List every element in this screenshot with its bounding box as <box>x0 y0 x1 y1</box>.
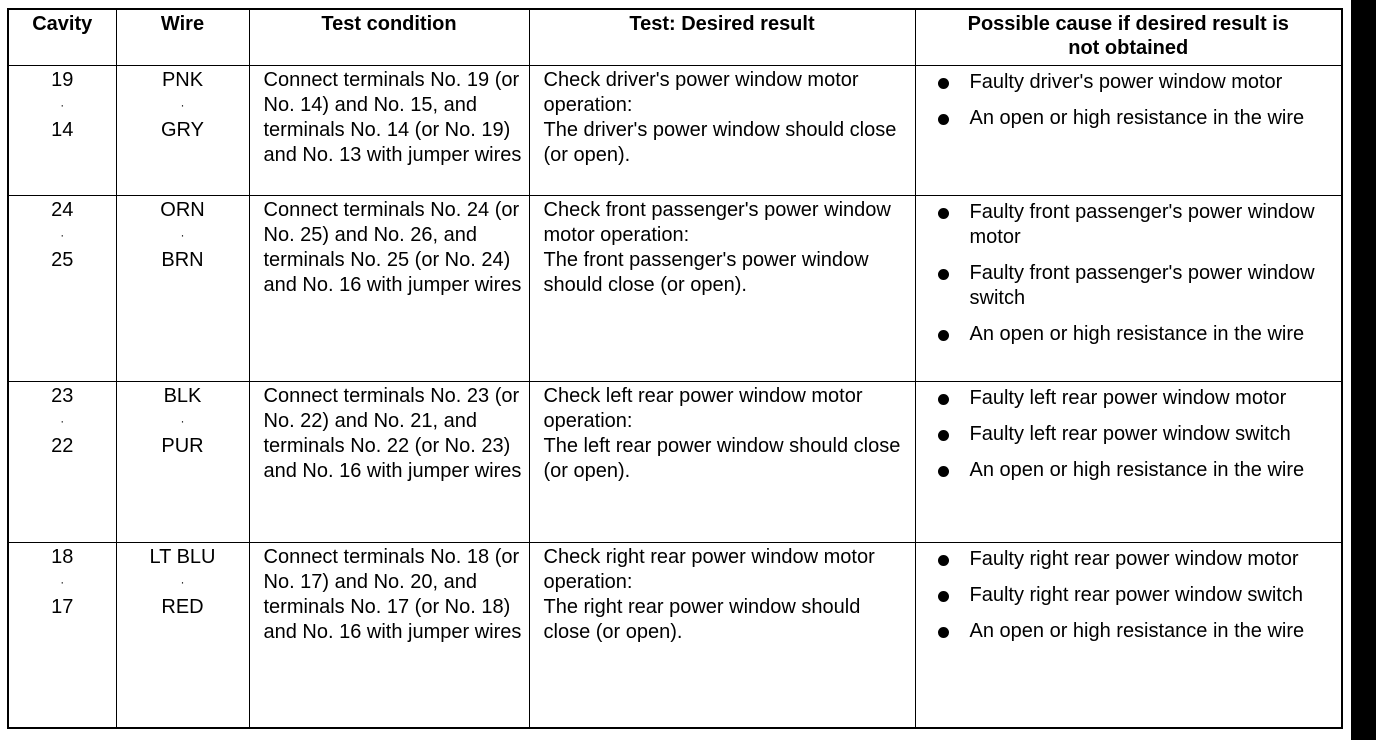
cause-item <box>936 261 1336 311</box>
cause-text: Faulty right rear power window switch <box>969 583 1303 606</box>
cause-item <box>936 458 1336 483</box>
result-detail: The right rear power window should close (or open). <box>543 595 861 643</box>
desired-result-cell <box>529 542 915 728</box>
cavity-cell <box>8 381 116 542</box>
table-row <box>8 195 1342 381</box>
cavity-number: 19 <box>51 68 74 91</box>
desired-result-cell <box>529 195 915 381</box>
cavity-number: 25 <box>51 248 74 271</box>
possible-cause-cell <box>915 195 1342 381</box>
result-detail: The driver's power window should close (or open). <box>543 118 897 166</box>
possible-cause-cell <box>915 542 1342 728</box>
bullet-icon <box>938 466 949 477</box>
cavity-separator: · <box>60 574 65 589</box>
bullet-icon <box>938 555 949 566</box>
cause-item <box>936 70 1336 95</box>
result-detail: The front passenger's power window should close (or open). <box>543 248 869 296</box>
result-check: Check left rear power window motor operation: <box>543 384 863 432</box>
bullet-icon <box>938 78 949 89</box>
cause-text: Faulty driver's power window motor <box>969 70 1283 93</box>
cavity-number: 24 <box>51 198 74 221</box>
table-row <box>8 381 1342 542</box>
cause-item <box>936 583 1336 608</box>
wire-color: LT BLU <box>149 545 216 568</box>
cause-list <box>936 386 1336 483</box>
desired-result-cell <box>529 381 915 542</box>
header-possible-cause: Possible cause if desired result is not obtained <box>915 9 1342 65</box>
cavity-number: 22 <box>51 434 74 457</box>
test-condition-cell: Connect terminals No. 23 (or No. 22) and No. 21, and terminals No. 22 (or No. 23) and No. 16 with jumper wires <box>249 381 529 542</box>
wire-color: PNK <box>161 68 204 91</box>
cavity-cell <box>8 542 116 728</box>
cause-item <box>936 547 1336 572</box>
result-check: Check right rear power window motor operation: <box>543 545 875 593</box>
cause-item <box>936 619 1336 644</box>
cavity-number: 23 <box>51 384 74 407</box>
test-condition-cell: Connect terminals No. 24 (or No. 25) and No. 26, and terminals No. 25 (or No. 24) and No. 16 with jumper wires <box>249 195 529 381</box>
cause-text: An open or high resistance in the wire <box>969 458 1305 481</box>
wire-color: PUR <box>161 434 204 457</box>
cavity-number: 18 <box>51 545 74 568</box>
wire-cell <box>116 381 249 542</box>
bullet-icon <box>938 591 949 602</box>
wire-separator: · <box>180 97 185 112</box>
cause-text: Faulty left rear power window switch <box>969 422 1291 445</box>
cavity-cell <box>8 195 116 381</box>
wire-color: GRY <box>161 118 204 141</box>
wire-cell <box>116 195 249 381</box>
cavity-separator: · <box>60 227 65 242</box>
power-window-test-table <box>7 8 1343 729</box>
bullet-icon <box>938 394 949 405</box>
table-row <box>8 65 1342 195</box>
possible-cause-cell <box>915 65 1342 195</box>
wire-color: BRN <box>161 248 204 271</box>
table-body <box>8 65 1342 728</box>
cause-list <box>936 547 1336 644</box>
cavity-separator: · <box>60 97 65 112</box>
cause-item <box>936 106 1336 131</box>
cause-text: Faulty front passenger's power window motor <box>969 200 1315 248</box>
wire-separator: · <box>180 574 185 589</box>
cause-list <box>936 200 1336 347</box>
cause-text: An open or high resistance in the wire <box>969 619 1305 642</box>
wire-separator: · <box>180 413 185 428</box>
header-test-condition: Test condition <box>249 9 529 65</box>
cause-list <box>936 70 1336 131</box>
header-wire: Wire <box>116 9 249 65</box>
wire-color: RED <box>161 595 204 618</box>
cause-item <box>936 422 1336 447</box>
bullet-icon <box>938 627 949 638</box>
cavity-cell <box>8 65 116 195</box>
wire-color: ORN <box>160 198 205 221</box>
cause-text: An open or high resistance in the wire <box>969 322 1305 345</box>
bullet-icon <box>938 114 949 125</box>
cause-text: Faulty left rear power window motor <box>969 386 1287 409</box>
bullet-icon <box>938 430 949 441</box>
header-cavity: Cavity <box>8 9 116 65</box>
test-condition-cell: Connect terminals No. 19 (or No. 14) and No. 15, and terminals No. 14 (or No. 19) and No. 13 with jumper wires <box>249 65 529 195</box>
cavity-number: 14 <box>51 118 74 141</box>
test-condition-cell: Connect terminals No. 18 (or No. 17) and No. 20, and terminals No. 17 (or No. 18) and No. 16 with jumper wires <box>249 542 529 728</box>
right-edge-bar <box>1351 0 1376 740</box>
wire-color: BLK <box>163 384 202 407</box>
cause-text: Faulty right rear power window motor <box>969 547 1299 570</box>
header-row <box>8 9 1342 65</box>
wire-cell <box>116 65 249 195</box>
desired-result-cell <box>529 65 915 195</box>
result-check: Check driver's power window motor operation: <box>543 68 859 116</box>
wire-cell <box>116 542 249 728</box>
bullet-icon <box>938 208 949 219</box>
bullet-icon <box>938 269 949 280</box>
cause-text: An open or high resistance in the wire <box>969 106 1305 129</box>
bullet-icon <box>938 330 949 341</box>
cause-text: Faulty front passenger's power window switch <box>969 261 1315 309</box>
result-detail: The left rear power window should close (or open). <box>543 434 901 482</box>
cause-item <box>936 386 1336 411</box>
cavity-separator: · <box>60 413 65 428</box>
cause-item <box>936 322 1336 347</box>
cause-item <box>936 200 1336 250</box>
table-header <box>8 9 1342 65</box>
table-row <box>8 542 1342 728</box>
header-desired-result: Test: Desired result <box>529 9 915 65</box>
wire-separator: · <box>180 227 185 242</box>
possible-cause-cell <box>915 381 1342 542</box>
cavity-number: 17 <box>51 595 74 618</box>
result-check: Check front passenger's power window motor operation: <box>543 198 891 246</box>
